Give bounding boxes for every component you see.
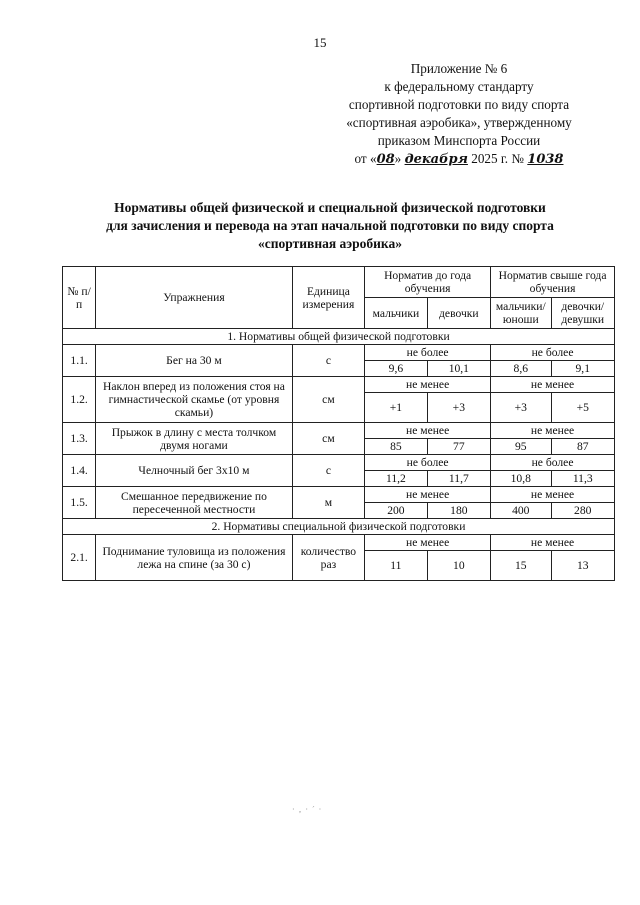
row-unit: см <box>292 377 365 423</box>
value-girls-maidens: 280 <box>551 503 615 519</box>
approval-line: приказом Минспорта России <box>377 133 541 148</box>
handwritten-month: декабря <box>404 152 468 167</box>
value-girls-maidens: 9,1 <box>551 361 615 377</box>
value-girls: +3 <box>427 393 490 423</box>
condition-before: не более <box>365 345 491 361</box>
row-unit: см <box>292 423 365 455</box>
condition-after: не менее <box>491 377 615 393</box>
header-after-year: Норматив свыше года обучения <box>491 267 615 298</box>
scan-artifact: · ‚ · ´ · <box>292 805 323 814</box>
date-mid: » <box>394 151 402 166</box>
approval-line: спортивной подготовки по виду спорта <box>348 97 570 112</box>
header-unit: Единица измерения <box>292 267 365 329</box>
value-girls: 77 <box>427 439 490 455</box>
row-unit: с <box>292 455 365 487</box>
value-boys-youth: 95 <box>491 439 551 455</box>
row-num: 1.5. <box>63 487 96 519</box>
value-girls: 10,1 <box>427 361 490 377</box>
handwritten-order-number: 1038 <box>527 152 564 167</box>
value-girls: 11,7 <box>427 471 490 487</box>
header-girls-maidens: девочки/ девушки <box>551 298 615 329</box>
date-year: 2025 г. № <box>471 151 524 166</box>
header-exercise: Упражнения <box>96 267 292 329</box>
document-title <box>50 199 610 253</box>
approval-date-line <box>314 150 604 169</box>
condition-before: не менее <box>365 423 491 439</box>
row-num: 1.2. <box>63 377 96 423</box>
row-exercise: Бег на 30 м <box>96 345 292 377</box>
value-girls-maidens: +5 <box>551 393 615 423</box>
value-girls: 10 <box>427 551 490 581</box>
condition-after: не менее <box>491 487 615 503</box>
row-num: 1.4. <box>63 455 96 487</box>
header-girls: девочки <box>427 298 490 329</box>
value-boys-youth: 400 <box>491 503 551 519</box>
page-number: 15 <box>313 35 327 50</box>
condition-before: не менее <box>365 377 491 393</box>
row-num: 1.1. <box>63 345 96 377</box>
value-girls-maidens: 13 <box>551 551 615 581</box>
condition-before: не менее <box>365 535 491 551</box>
row-exercise: Смешанное передвижение по пересеченной местности <box>96 487 292 519</box>
title-line: Нормативы общей физической и специальной физической подготовки <box>114 200 546 215</box>
row-num: 2.1. <box>63 535 96 581</box>
value-girls: 180 <box>427 503 490 519</box>
approval-line: к федеральному стандарту <box>384 79 534 94</box>
row-unit: с <box>292 345 365 377</box>
row-num: 1.3. <box>63 423 96 455</box>
row-unit: количество раз <box>292 535 365 581</box>
value-boys: 9,6 <box>365 361 427 377</box>
approval-line: Приложение № 6 <box>410 61 508 76</box>
date-prefix: от « <box>354 151 377 166</box>
approval-block <box>314 60 604 169</box>
header-boys: мальчики <box>365 298 427 329</box>
row-exercise: Прыжок в длину с места толчком двумя ногами <box>96 423 292 455</box>
handwritten-day: 08 <box>376 152 395 167</box>
value-boys: +1 <box>365 393 427 423</box>
condition-after: не более <box>491 345 615 361</box>
condition-after: не менее <box>491 423 615 439</box>
norms-table <box>62 266 615 581</box>
section-title: 2. Нормативы специальной физической подготовки <box>63 519 615 535</box>
row-exercise: Челночный бег 3х10 м <box>96 455 292 487</box>
title-line: «спортивная аэробика» <box>258 236 402 251</box>
value-boys: 85 <box>365 439 427 455</box>
condition-after: не более <box>491 455 615 471</box>
value-boys-youth: 10,8 <box>491 471 551 487</box>
value-girls-maidens: 87 <box>551 439 615 455</box>
header-num: № п/п <box>63 267 96 329</box>
header-boys-youth: мальчики/ юноши <box>491 298 551 329</box>
section-title: 1. Нормативы общей физической подготовки <box>63 329 615 345</box>
value-boys-youth: 15 <box>491 551 551 581</box>
value-girls-maidens: 11,3 <box>551 471 615 487</box>
condition-after: не менее <box>491 535 615 551</box>
value-boys: 11,2 <box>365 471 427 487</box>
condition-before: не более <box>365 455 491 471</box>
row-unit: м <box>292 487 365 519</box>
value-boys-youth: 8,6 <box>491 361 551 377</box>
row-exercise: Наклон вперед из положения стоя на гимнастической скамье (от уровня скамьи) <box>96 377 292 423</box>
condition-before: не менее <box>365 487 491 503</box>
value-boys: 200 <box>365 503 427 519</box>
approval-line: «спортивная аэробика», утвержденному <box>346 115 572 130</box>
value-boys: 11 <box>365 551 427 581</box>
value-boys-youth: +3 <box>491 393 551 423</box>
row-exercise: Поднимание туловища из положения лежа на спине (за 30 с) <box>96 535 292 581</box>
header-before-year: Норматив до года обучения <box>365 267 491 298</box>
title-line: для зачисления и перевода на этап начальной подготовки по виду спорта <box>106 218 554 233</box>
